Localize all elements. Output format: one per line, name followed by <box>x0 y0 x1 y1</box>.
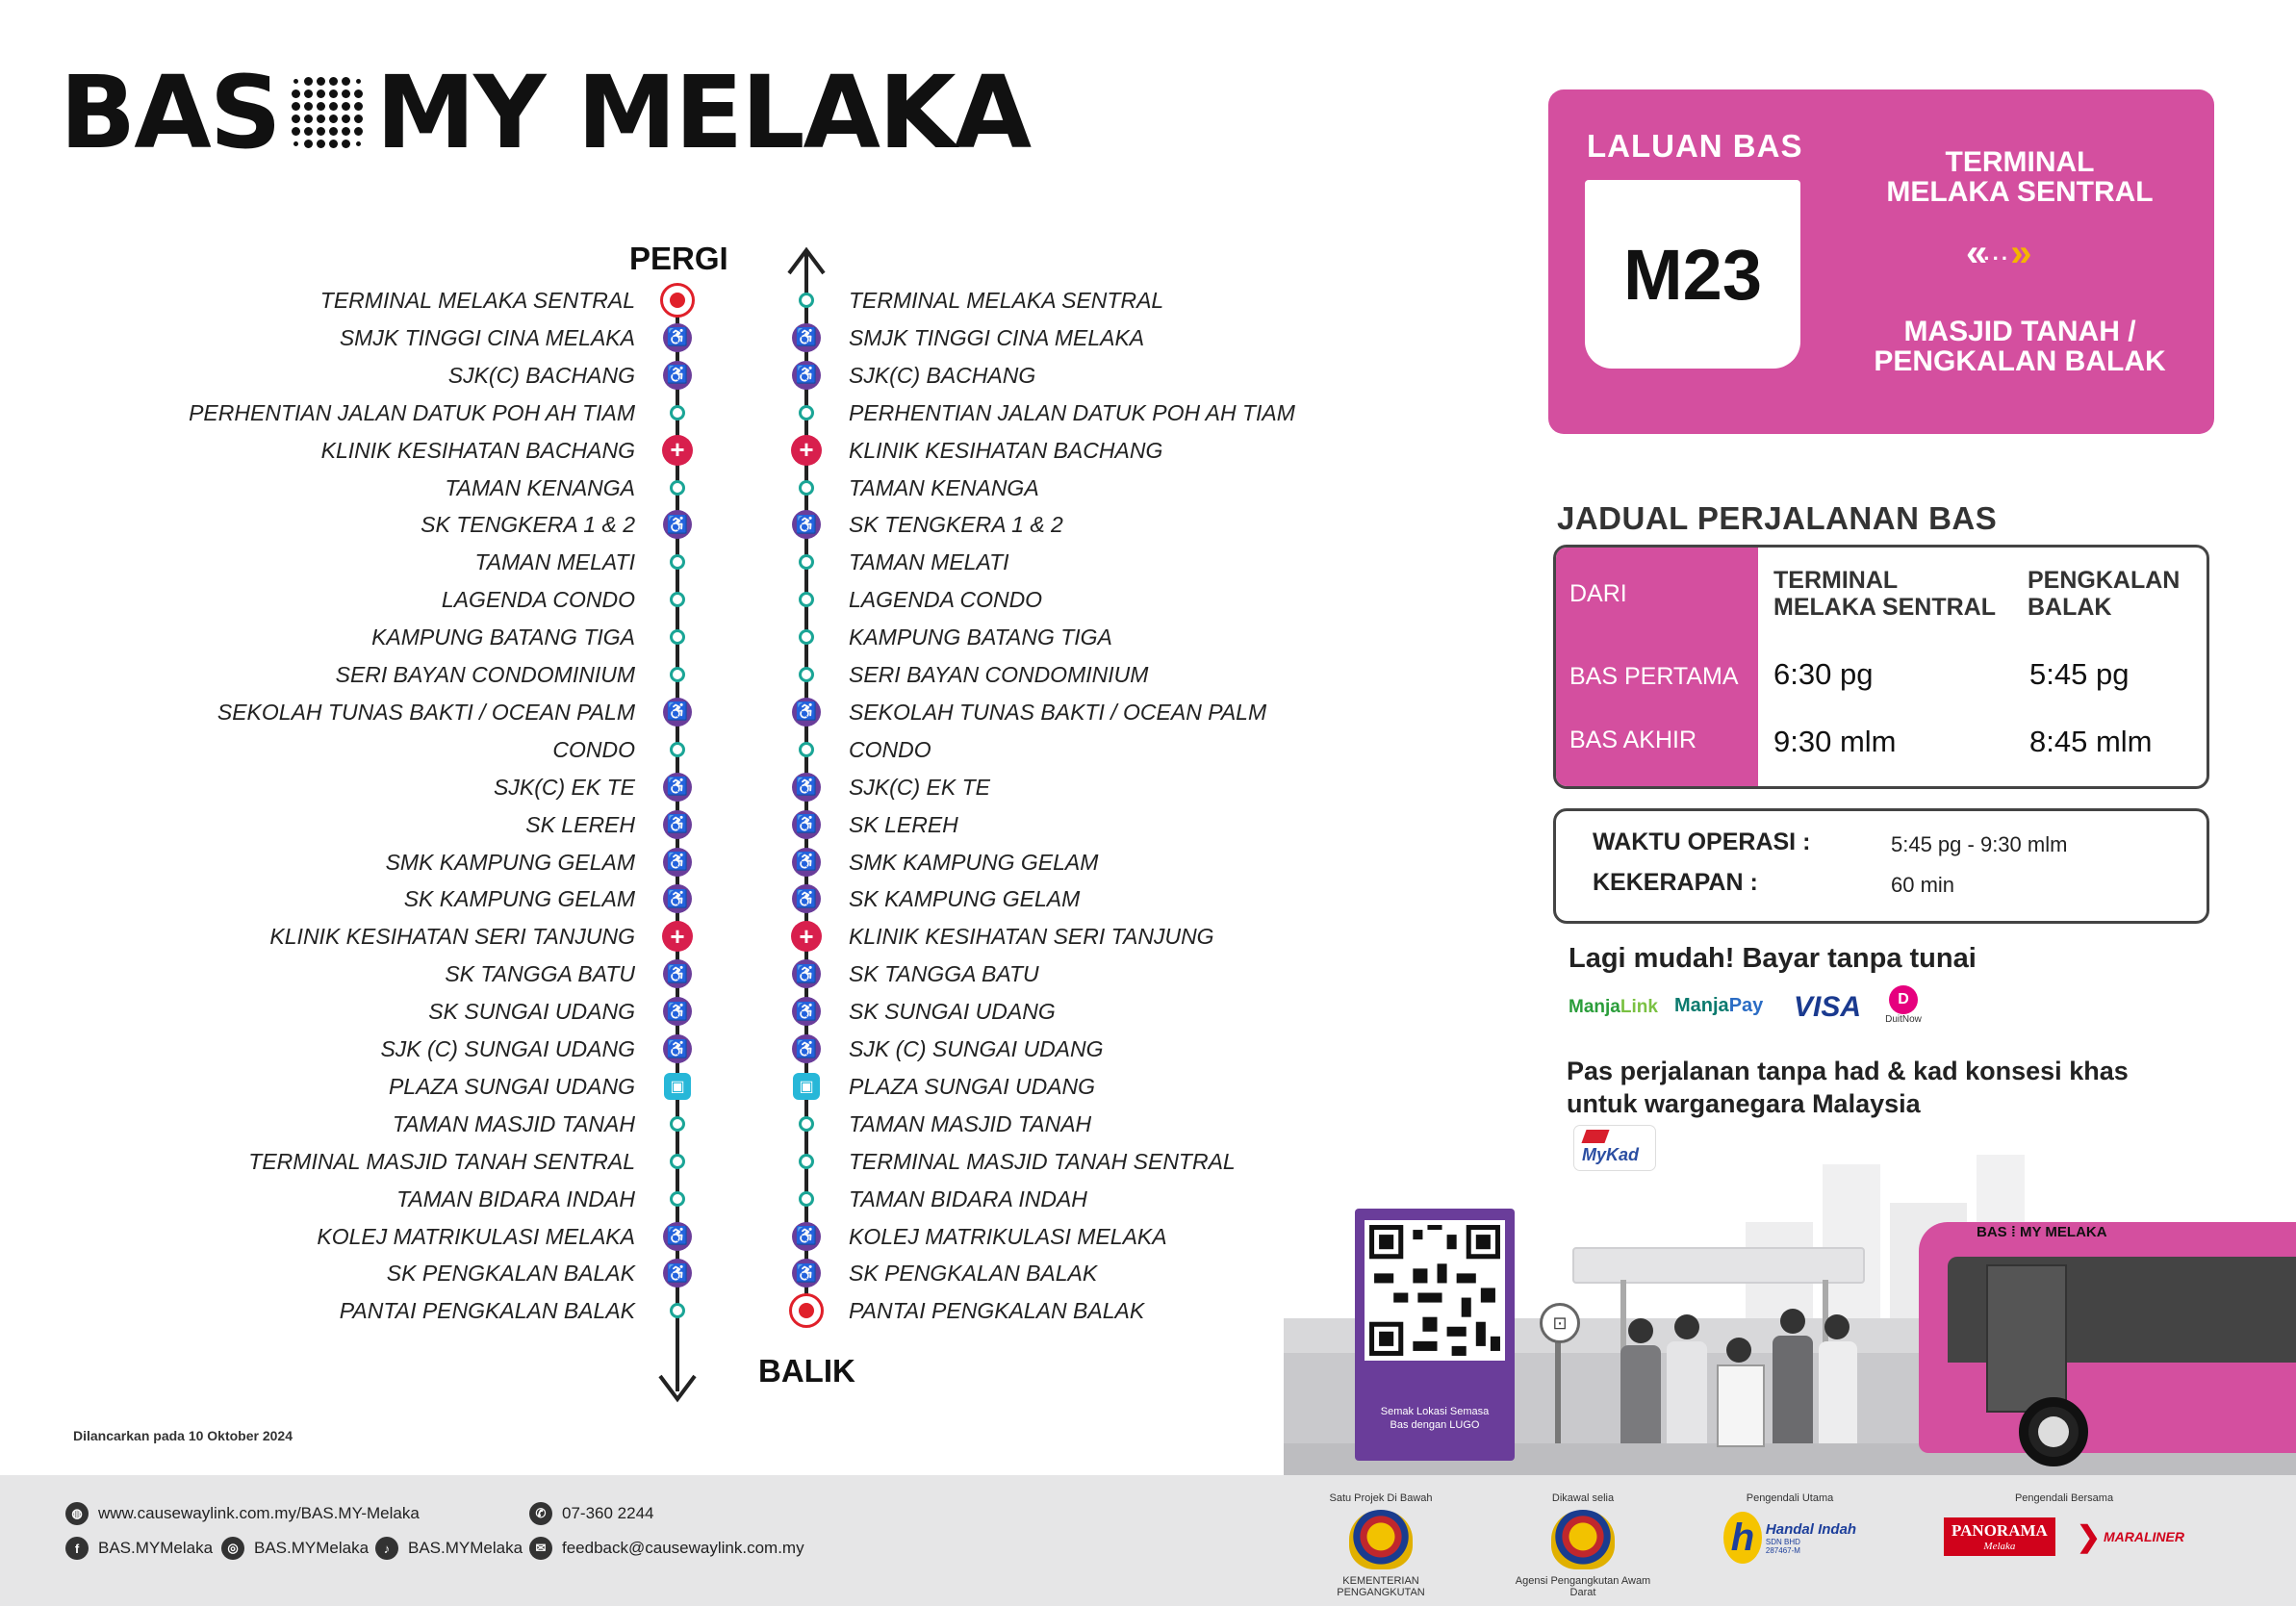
stop-name-balik: KLINIK KESIHATAN SERI TANJUNG <box>849 924 1214 950</box>
qr-caption: Semak Lokasi Semasa Bas dengan LUGO <box>1380 1406 1490 1431</box>
stop-name-pergi: SJK (C) SUNGAI UDANG <box>380 1036 635 1061</box>
stop-icon <box>670 1116 685 1132</box>
stop-name-pergi: SEKOLAH TUNAS BAKTI / OCEAN PALM <box>217 699 635 725</box>
frequency-label: KEKERAPAN : <box>1593 869 1758 896</box>
stop-name-pergi: KOLEJ MATRIKULASI MELAKA <box>317 1223 635 1249</box>
bus-stop-illustration <box>1284 1126 2296 1478</box>
stop-name-balik: SEKOLAH TUNAS BAKTI / OCEAN PALM <box>849 699 1267 725</box>
hours-value: 5:45 pg - 9:30 mlm <box>1891 832 2068 856</box>
stop-icon <box>670 405 685 421</box>
stop-name-pergi: TERMINAL MASJID TANAH SENTRAL <box>248 1148 635 1174</box>
tiktok-link[interactable]: ♪ BAS.MYMelaka <box>375 1537 523 1560</box>
bus-sign-icon: ⊡ <box>1540 1303 1580 1343</box>
stop-icon <box>670 1154 685 1169</box>
launch-date: Dilancarkan pada 10 Oktober 2024 <box>73 1428 293 1443</box>
school-icon: ♿ <box>792 1259 821 1287</box>
school-icon: ♿ <box>663 1034 692 1063</box>
facebook-icon: f <box>65 1537 89 1560</box>
first-bus-pengkalan: 5:45 pg <box>2029 657 2130 691</box>
stop-name-balik: CONDO <box>849 736 931 762</box>
stop-name-balik: SERI BAYAN CONDOMINIUM <box>849 662 1149 687</box>
route-to: MASJID TANAH / PENGKALAN BALAK <box>1874 316 2166 377</box>
stop-name-balik: LAGENDA CONDO <box>849 587 1043 613</box>
brand-text-right: MY MELAKA <box>375 54 1031 171</box>
mykad-logo: MyKad <box>1574 1126 1655 1170</box>
stop-name-pergi: TAMAN MELATI <box>474 549 635 575</box>
stop-name-balik: SK SUNGAI UDANG <box>849 999 1056 1025</box>
stop-name-balik: SK KAMPUNG GELAM <box>849 886 1081 912</box>
globe-icon: ◍ <box>65 1502 89 1525</box>
email-link[interactable]: ✉ feedback@causewaylink.com.my <box>529 1537 804 1560</box>
stop-name-balik: TAMAN MELATI <box>849 549 1009 575</box>
bidirectional-arrow-icon: «···» <box>1966 232 2028 274</box>
stop-name-balik: PLAZA SUNGAI UDANG <box>849 1073 1096 1099</box>
school-icon: ♿ <box>663 1222 692 1251</box>
school-icon: ♿ <box>792 361 821 390</box>
org-ministry: Satu Projek Di Bawah KEMENTERIAN PENGANGKUTAN <box>1329 1492 1433 1598</box>
facebook-link[interactable]: f BAS.MYMelaka <box>65 1537 213 1560</box>
stop-name-balik: SJK(C) EK TE <box>849 774 990 800</box>
operation-box <box>1553 808 2209 924</box>
stop-name-balik: PANTAI PENGKALAN BALAK <box>849 1298 1145 1324</box>
org-handal: Pengendali Utama h Handal Indah SDN BHD 287467-M <box>1703 1492 1876 1564</box>
stop-name-balik: KOLEJ MATRIKULASI MELAKA <box>849 1223 1167 1249</box>
qr-code-icon <box>1365 1220 1505 1361</box>
hours-label: WAKTU OPERASI : <box>1593 828 1811 855</box>
stop-name-pergi: SK SUNGAI UDANG <box>428 999 635 1025</box>
stop-name-pergi: SERI BAYAN CONDOMINIUM <box>335 662 635 687</box>
bus-brand: BAS ⁞ MY MELAKA <box>1977 1224 2107 1240</box>
stop-icon <box>799 293 814 308</box>
tiktok-icon: ♪ <box>375 1537 398 1560</box>
stop-name-balik: SMJK TINGGI CINA MELAKA <box>849 324 1145 350</box>
stop-icon <box>799 592 814 607</box>
stop-icon <box>670 592 685 607</box>
brand-logo <box>60 54 1031 171</box>
stop-name-balik: TERMINAL MASJID TANAH SENTRAL <box>849 1148 1236 1174</box>
school-icon: ♿ <box>792 997 821 1026</box>
direction-pergi: PERGI <box>629 241 728 276</box>
school-icon: ♿ <box>663 510 692 539</box>
stop-icon <box>799 554 814 570</box>
school-icon: ♿ <box>663 1259 692 1287</box>
stop-name-balik: SMK KAMPUNG GELAM <box>849 849 1099 875</box>
stop-name-balik: SK PENGKALAN BALAK <box>849 1261 1098 1287</box>
route-box <box>1548 89 2214 434</box>
stop-icon <box>670 1191 685 1207</box>
first-bus-terminal: 6:30 pg <box>1773 657 1874 691</box>
row-from-label: DARI <box>1569 580 1627 607</box>
arrow-up-icon <box>787 244 826 283</box>
school-icon: ♿ <box>663 698 692 727</box>
clinic-icon: + <box>662 921 693 952</box>
clinic-icon: + <box>662 435 693 466</box>
qr-stand <box>1355 1209 1515 1461</box>
phone-icon: ✆ <box>529 1502 552 1525</box>
stop-icon <box>670 667 685 682</box>
stop-name-pergi: SMK KAMPUNG GELAM <box>385 849 635 875</box>
school-icon: ♿ <box>792 510 821 539</box>
stop-name-pergi: KAMPUNG BATANG TIGA <box>371 625 635 650</box>
route-from: TERMINAL MELAKA SENTRAL <box>1886 146 2154 208</box>
stop-icon <box>799 1191 814 1207</box>
people-icon <box>1620 1318 1861 1443</box>
stop-name-balik: KLINIK KESIHATAN BACHANG <box>849 437 1163 463</box>
terminal-icon <box>660 283 695 318</box>
school-icon: ♿ <box>792 1222 821 1251</box>
stop-icon <box>670 480 685 496</box>
panorama-logo: PANORAMA Melaka <box>1944 1517 2055 1556</box>
stop-icon <box>670 629 685 645</box>
schedule-table <box>1553 545 2209 789</box>
stop-name-pergi: PANTAI PENGKALAN BALAK <box>339 1298 635 1324</box>
stop-icon <box>799 405 814 421</box>
pass-text: Pas perjalanan tanpa had & kad konsesi khas untuk warganegara Malaysia <box>1567 1057 2129 1118</box>
duitnow-logo: D DuitNow <box>1884 985 1923 1025</box>
stop-icon <box>799 1116 814 1132</box>
stop-name-pergi: SJK(C) BACHANG <box>447 362 635 388</box>
stop-name-pergi: SK KAMPUNG GELAM <box>403 886 635 912</box>
stop-name-balik: TAMAN MASJID TANAH <box>849 1110 1092 1136</box>
school-icon: ♿ <box>792 323 821 352</box>
bus-illustration <box>1919 1222 2296 1453</box>
brand-dots-icon <box>292 77 363 148</box>
stop-name-pergi: PLAZA SUNGAI UDANG <box>388 1073 635 1099</box>
cashless-title: Lagi mudah! Bayar tanpa tunai <box>1569 943 1977 974</box>
stop-name-pergi: TAMAN MASJID TANAH <box>392 1110 635 1136</box>
stop-name-pergi: KLINIK KESIHATAN SERI TANJUNG <box>269 924 635 950</box>
stop-name-balik: SJK(C) BACHANG <box>849 362 1036 388</box>
stop-name-pergi: SJK(C) EK TE <box>494 774 635 800</box>
school-icon: ♿ <box>663 810 692 839</box>
school-icon: ♿ <box>663 959 692 988</box>
brand-text-left: BAS <box>60 54 280 171</box>
school-icon: ♿ <box>792 1034 821 1063</box>
stop-name-pergi: SK PENGKALAN BALAK <box>386 1261 635 1287</box>
school-icon: ♿ <box>792 810 821 839</box>
school-icon: ♿ <box>663 361 692 390</box>
stop-name-balik: KAMPUNG BATANG TIGA <box>849 625 1112 650</box>
stop-name-pergi: SK LEREH <box>525 811 635 837</box>
visa-logo: VISA <box>1794 991 1862 1023</box>
coat-of-arms-icon <box>1551 1510 1615 1569</box>
stop-name-balik: SJK (C) SUNGAI UDANG <box>849 1036 1104 1061</box>
stop-name-balik: PERHENTIAN JALAN DATUK POH AH TIAM <box>849 399 1295 425</box>
stop-icon <box>799 480 814 496</box>
handal-logo-icon: h <box>1723 1512 1762 1564</box>
phone-link[interactable]: ✆ 07-360 2244 <box>529 1502 653 1525</box>
website-link[interactable]: ◍ www.causewaylink.com.my/BAS.MY-Melaka <box>65 1502 420 1525</box>
stop-icon <box>670 742 685 757</box>
school-icon: ♿ <box>792 773 821 802</box>
stop-name-balik: SK TENGKERA 1 & 2 <box>849 512 1063 538</box>
col-pengkalan-header: PENGKALAN BALAK <box>2028 567 2181 621</box>
mall-icon: ▣ <box>664 1073 691 1100</box>
maraliner-logo: ❯ MARALINER <box>2076 1520 2184 1553</box>
last-bus-terminal: 9:30 mlm <box>1773 725 1897 758</box>
school-icon: ♿ <box>792 848 821 877</box>
mall-icon: ▣ <box>793 1073 820 1100</box>
coat-of-arms-icon <box>1349 1510 1413 1569</box>
footer <box>0 1475 2296 1606</box>
stop-name-balik: TAMAN BIDARA INDAH <box>849 1185 1087 1211</box>
stop-name-pergi: TERMINAL MELAKA SENTRAL <box>319 288 635 313</box>
instagram-icon: ◎ <box>221 1537 244 1560</box>
row-first-label: BAS PERTAMA <box>1569 663 1739 690</box>
stop-icon <box>799 1154 814 1169</box>
route-number: M23 <box>1585 180 1800 369</box>
route-label: LALUAN BAS <box>1587 128 1803 164</box>
stop-icon <box>799 629 814 645</box>
email-icon: ✉ <box>529 1537 552 1560</box>
stop-icon <box>670 554 685 570</box>
stop-name-pergi: LAGENDA CONDO <box>441 587 635 613</box>
school-icon: ♿ <box>663 997 692 1026</box>
stop-name-pergi: SK TENGKERA 1 & 2 <box>421 512 635 538</box>
stop-name-pergi: KLINIK KESIHATAN BACHANG <box>320 437 635 463</box>
col-terminal-header: TERMINAL MELAKA SENTRAL <box>1773 567 1997 621</box>
school-icon: ♿ <box>792 959 821 988</box>
last-bus-pengkalan: 8:45 mlm <box>2029 725 2153 758</box>
frequency-value: 60 min <box>1891 873 1955 897</box>
school-icon: ♿ <box>663 773 692 802</box>
stop-name-pergi: TAMAN KENANGA <box>445 474 635 500</box>
stop-name-balik: SK TANGGA BATU <box>849 961 1039 987</box>
stop-name-pergi: CONDO <box>552 736 635 762</box>
org-joint: Pengendali Bersama PANORAMA Melaka ❯ MARALINER <box>1925 1492 2204 1556</box>
org-apad: Dikawal selia Agensi Pengangkutan Awam Darat <box>1515 1492 1651 1598</box>
arrow-down-icon <box>658 1357 697 1405</box>
clinic-icon: + <box>791 435 822 466</box>
stop-name-balik: SK LEREH <box>849 811 958 837</box>
stop-name-pergi: TAMAN BIDARA INDAH <box>396 1185 635 1211</box>
stop-name-balik: TERMINAL MELAKA SENTRAL <box>849 288 1164 313</box>
stop-icon <box>799 667 814 682</box>
row-last-label: BAS AKHIR <box>1569 727 1696 753</box>
stop-icon <box>799 742 814 757</box>
stop-name-pergi: SK TANGGA BATU <box>445 961 635 987</box>
school-icon: ♿ <box>663 848 692 877</box>
manjapay-logo: ManjaPay <box>1674 995 1764 1016</box>
school-icon: ♿ <box>792 698 821 727</box>
instagram-link[interactable]: ◎ BAS.MYMelaka <box>221 1537 369 1560</box>
terminal-icon <box>789 1293 824 1328</box>
stop-name-balik: TAMAN KENANGA <box>849 474 1039 500</box>
clinic-icon: + <box>791 921 822 952</box>
stop-name-pergi: SMJK TINGGI CINA MELAKA <box>339 324 635 350</box>
stop-name-pergi: PERHENTIAN JALAN DATUK POH AH TIAM <box>189 399 635 425</box>
school-icon: ♿ <box>792 884 821 913</box>
direction-balik: BALIK <box>758 1353 855 1389</box>
school-icon: ♿ <box>663 323 692 352</box>
school-icon: ♿ <box>663 884 692 913</box>
schedule-title: JADUAL PERJALANAN BAS <box>1557 500 1998 536</box>
stop-icon <box>670 1303 685 1318</box>
manjalink-logo: ManjaLink <box>1569 997 1658 1017</box>
